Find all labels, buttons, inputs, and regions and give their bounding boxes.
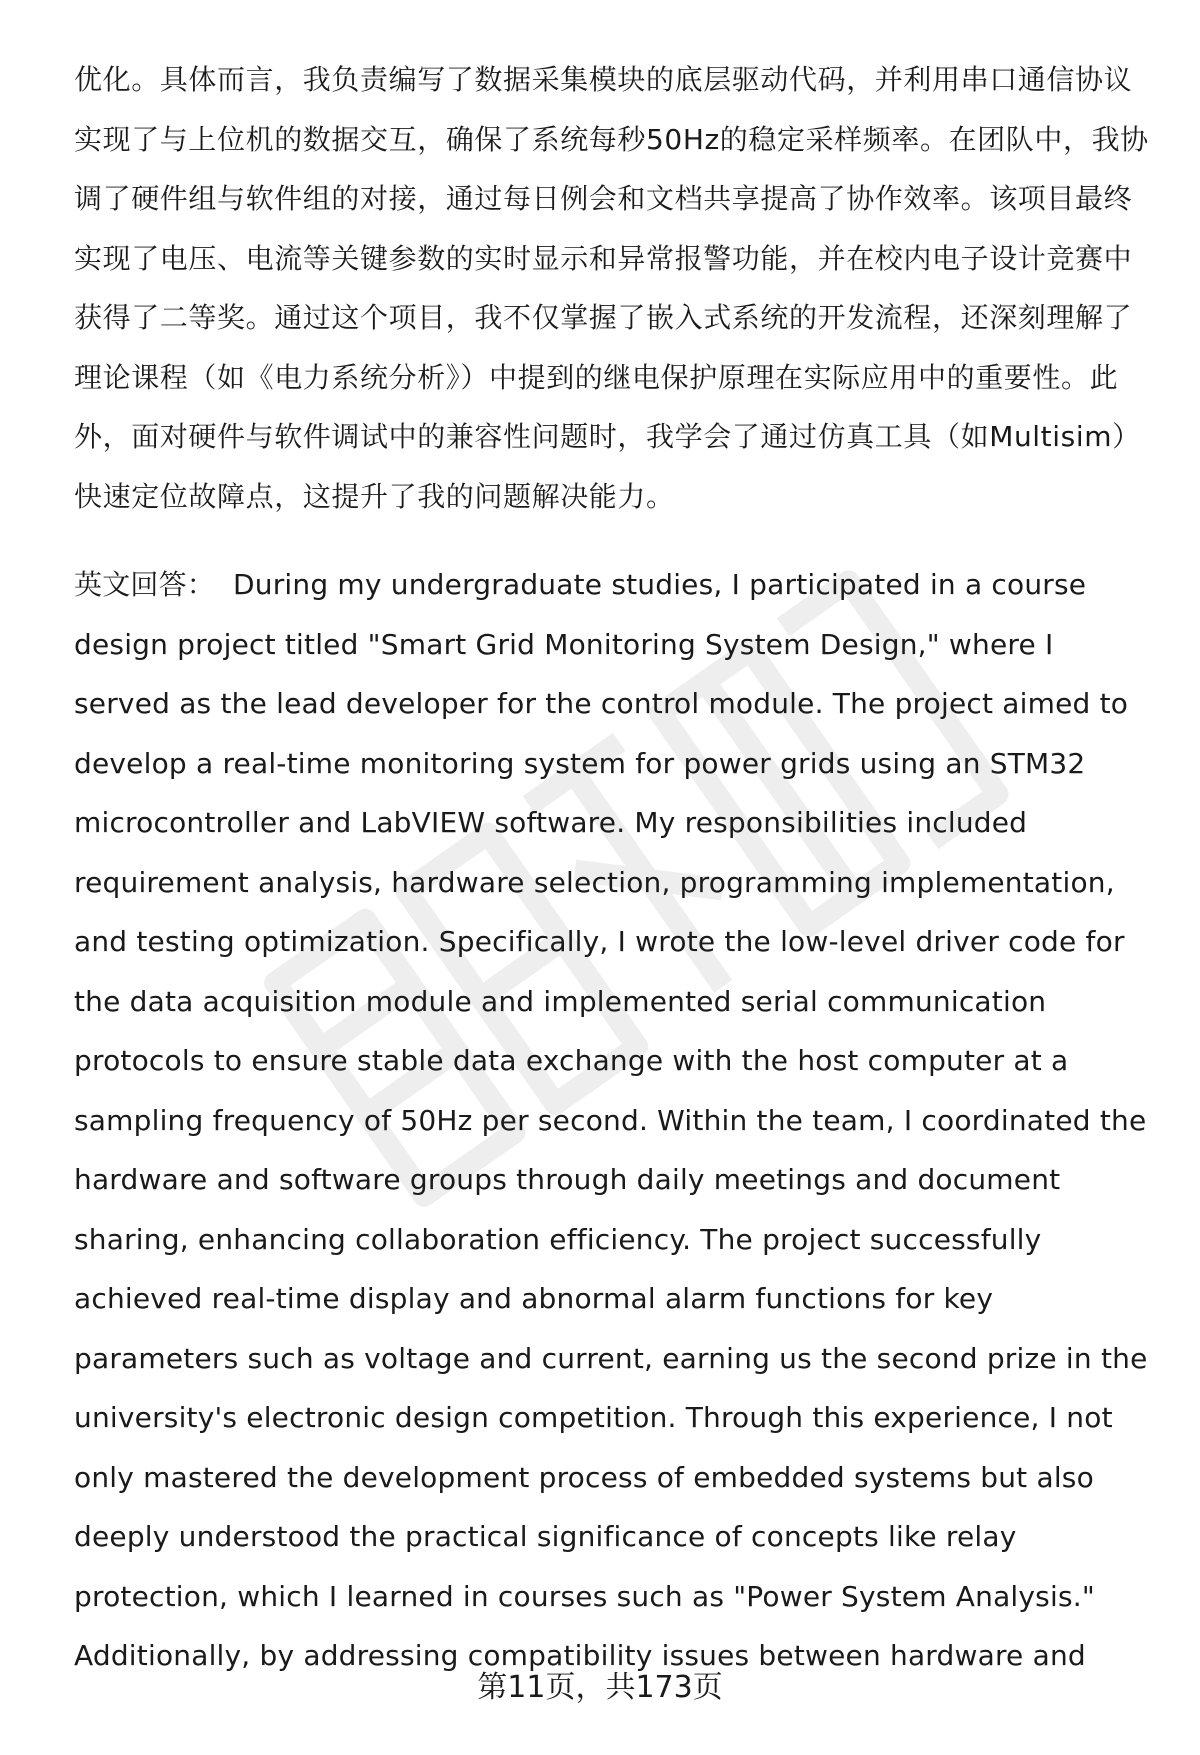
paragraph-gap (74, 526, 1152, 555)
english-answer-text: During my undergraduate studies, I participated in a course design project titled "Smart Grid Monitoring System Design," where I served as the lead developer for the control module. The project aimed to develop a real-time monitoring system for power grids using an STM32 microcontroller and LabVIEW software. My responsibilities included requirement analysis, hardware selection, programming implementation, and testing optimization. Specifically, I wrote the low-level driver code for the data acquisition module and implemented serial communication protocols to ensure stable data exchange with the host computer at a sampling frequency of 50Hz per second. Within the team, I coordinated the hardware and software groups through daily meetings and document sharing, enhancing collaboration efficiency. The project successfully achieved real-time display and abnormal alarm functions for key parameters such as voltage and current, earning us the second prize in the university's electronic design competition. Through this experience, I not only mastered the development process of embedded systems but also deeply understood the practical significance of concepts like relay protection, which I learned in courses such as "Power System Analysis." Additionally, by addressing compatibility issues between hardware and (74, 568, 1148, 1672)
english-answer-paragraph (74, 555, 1152, 1686)
page-number-footer: 第11页，共173页 (477, 1670, 723, 1705)
english-answer-label: 英文回答： (74, 568, 216, 601)
document-page (74, 50, 1152, 1686)
chinese-answer-paragraph: 优化。具体而言，我负责编写了数据采集模块的底层驱动代码，并利用串口通信协议实现了与上位机的数据交互，确保了系统每秒50Hz的稳定采样频率。在团队中，我协调了硬件组与软件组的对接，通过每日例会和文档共享提高了协作效率。该项目最终实现了电压、电流等关键参数的实时显示和异常报警功能，并在校内电子设计竞赛中获得了二等奖。通过这个项目，我不仅掌握了嵌入式系统的开发流程，还深刻理解了理论课程（如《电力系统分析》）中提到的继电保护原理在实际应用中的重要性。此外，面对硬件与软件调试中的兼容性问题时，我学会了通过仿真工具（如Multisim）快速定位故障点，这提升了我的问题解决能力。 (74, 63, 1149, 513)
